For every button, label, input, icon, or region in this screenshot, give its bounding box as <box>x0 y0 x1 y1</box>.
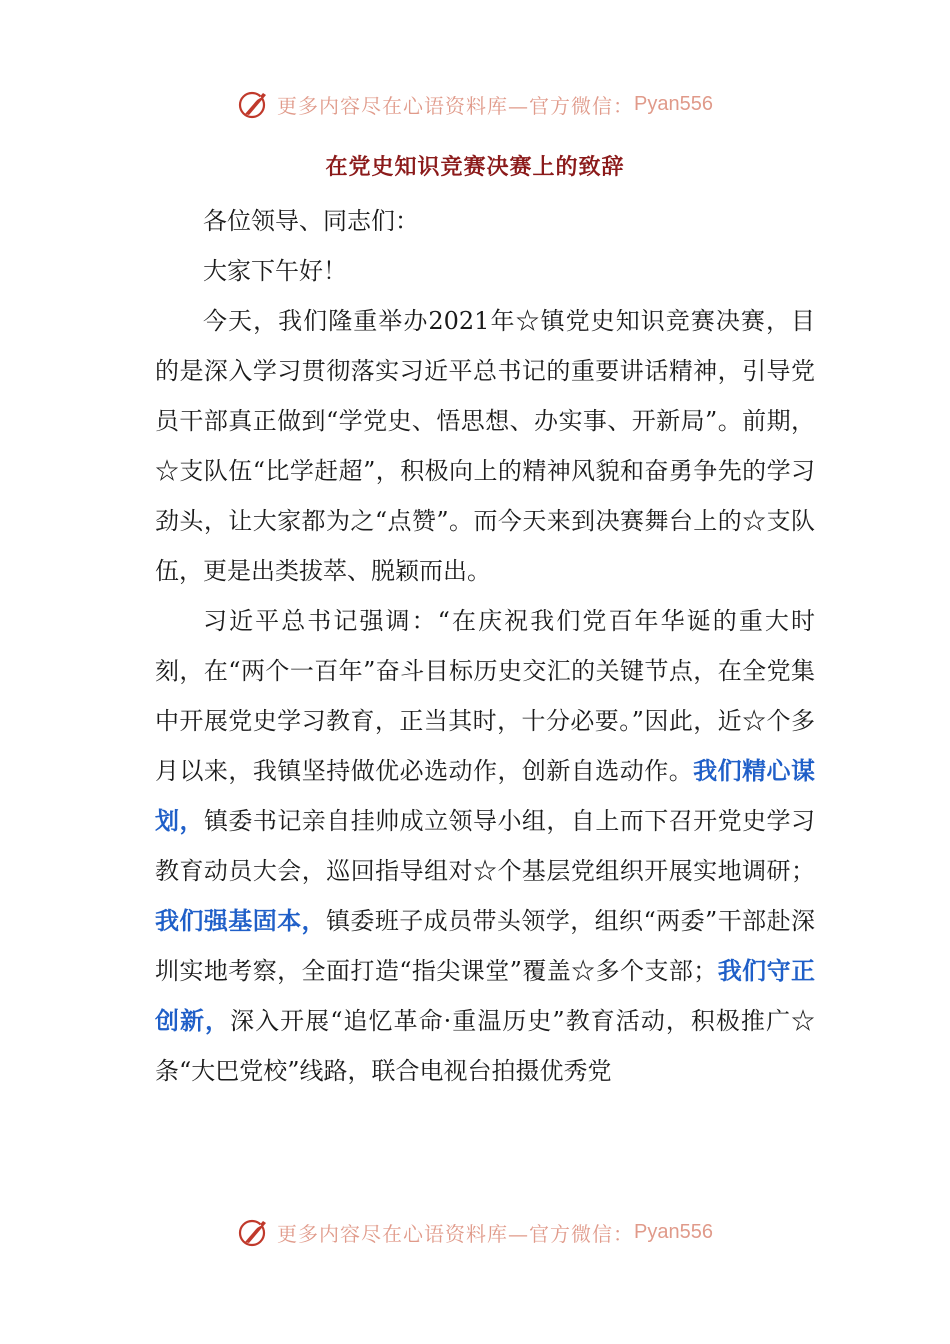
paragraph-2-text-2: 镇委书记亲自挂帅成立领导小组，自上而下召开党史学习教育动员大会，巡回指导组对☆个基层党组织开展实地调研； <box>155 807 816 885</box>
greeting: 大家下午好！ <box>203 257 347 285</box>
banner-text: 更多内容尽在心语资料库—官方微信： <box>277 1221 635 1246</box>
header-watermark-banner <box>0 84 950 124</box>
paragraph-2-text-1: 习近平总书记强调：“在庆祝我们党百年华诞的重大时刻，在“两个一百年”奋斗目标历史交汇的关键节点，在全党集中开展党史学习教育，正当其时，十分必要。”因此，近☆个多月以来，我镇坚持做优必选动作，创新自选动作。 <box>155 607 815 785</box>
banner-text: 更多内容尽在心语资料库—官方微信： <box>277 93 635 118</box>
paragraph-2-text-4: 深入开展“追忆革命·重温历史”教育活动，积极推广☆条“大巴党校”线路，联合电视台拍摄优秀党 <box>155 1007 815 1085</box>
paragraph-2 <box>155 596 815 1096</box>
paragraph-1: 今天，我们隆重举办2021年☆镇党史知识竞赛决赛，目的是深入学习贯彻落实习近平总书记的重要讲话精神，引导党员干部真正做到“学党史、悟思想、办实事、开新局”。前期，☆支队伍“比学赶超”，积极向上的精神风貌和奋勇争先的学习劲头，让大家都为之“点赞”。而今天来到决赛舞台上的☆支队伍，更是出类拔萃、脱颖而出。 <box>155 307 815 585</box>
footer-watermark-banner <box>0 1212 950 1252</box>
banner-wechat-id: Pyan556 <box>634 1220 713 1243</box>
highlight-planning: 我们精心谋划， <box>155 756 816 835</box>
banner-wechat-id: Pyan556 <box>634 92 713 115</box>
quill-logo-icon <box>237 1215 271 1249</box>
document-title: 在党史知识竞赛决赛上的致辞 <box>325 154 625 180</box>
highlight-innovation: 我们守正创新， <box>155 956 815 1035</box>
document-body <box>155 196 815 1096</box>
salutation: 各位领导、同志们： <box>203 207 419 235</box>
paragraph-2-text-3: 镇委班子成员带头领学，组织“两委”干部赴深圳实地考察，全面打造“指尖课堂”覆盖☆多个支部； <box>155 907 815 985</box>
quill-logo-icon <box>237 87 271 121</box>
highlight-foundation: 我们强基固本， <box>155 906 326 935</box>
